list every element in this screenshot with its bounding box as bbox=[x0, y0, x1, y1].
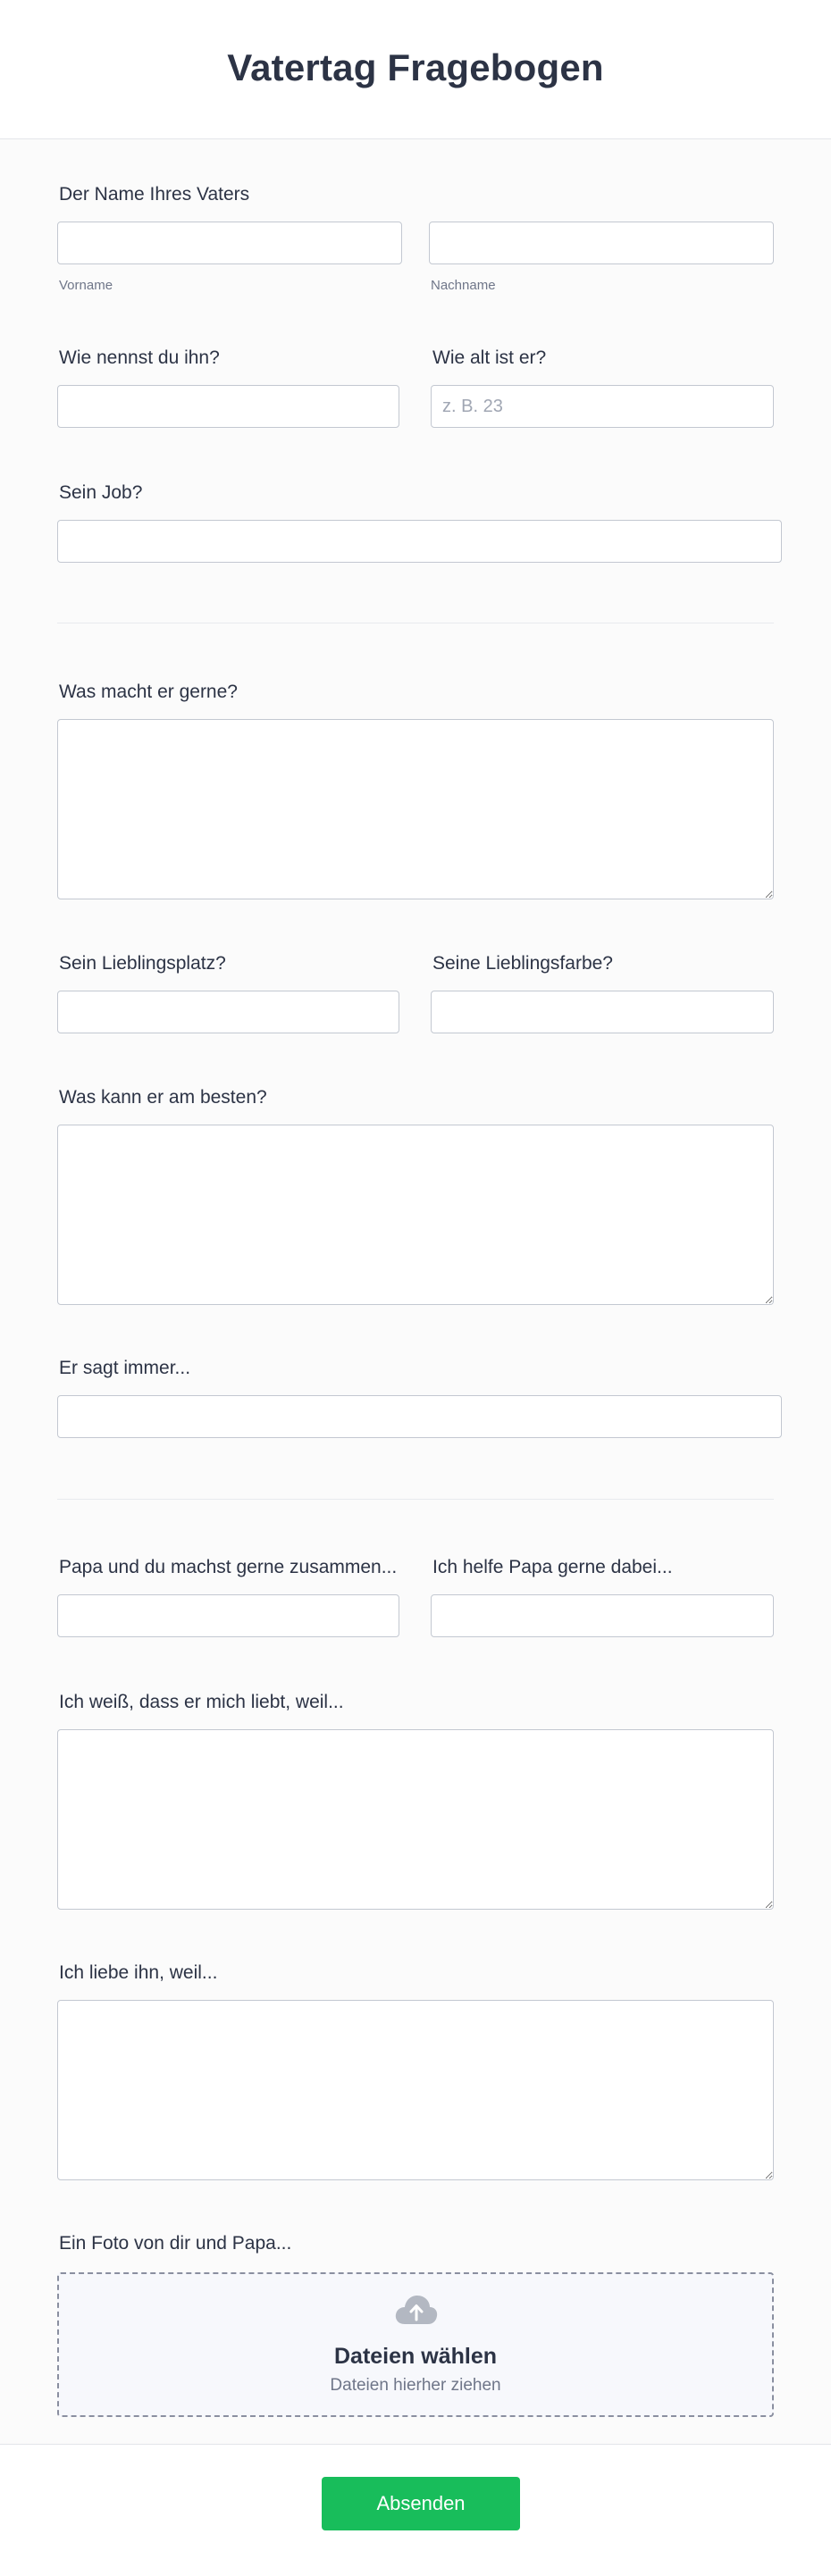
submit-button[interactable]: Absenden bbox=[322, 2477, 520, 2530]
file-upload-dropzone[interactable] bbox=[57, 2272, 774, 2417]
loves-me-label: Ich weiß, dass er mich liebt, weil... bbox=[59, 1692, 344, 1712]
favorite-place-label: Sein Lieblingsplatz? bbox=[59, 953, 226, 974]
job-label: Sein Job? bbox=[59, 482, 143, 503]
favorite-place-input[interactable] bbox=[57, 991, 399, 1033]
help-with-input[interactable] bbox=[431, 1594, 774, 1637]
together-input[interactable] bbox=[57, 1594, 399, 1637]
favorite-color-input[interactable] bbox=[431, 991, 774, 1033]
form-title: Vatertag Fragebogen bbox=[227, 46, 604, 88]
age-input[interactable] bbox=[431, 385, 774, 428]
loves-me-textarea[interactable] bbox=[57, 1729, 774, 1910]
nickname-input[interactable] bbox=[57, 385, 399, 428]
drag-files-hint: Dateien hierher ziehen bbox=[330, 2376, 501, 2395]
choose-files-button[interactable]: Dateien wählen bbox=[334, 2344, 497, 2369]
form-header bbox=[0, 0, 831, 139]
first-name-input[interactable] bbox=[57, 222, 402, 264]
job-input[interactable] bbox=[57, 520, 782, 563]
best-at-label: Was kann er am besten? bbox=[59, 1087, 267, 1108]
hobbies-label: Was macht er gerne? bbox=[59, 682, 238, 702]
last-name-input[interactable] bbox=[429, 222, 774, 264]
love-him-label: Ich liebe ihn, weil... bbox=[59, 1962, 218, 1983]
first-name-sublabel: Vorname bbox=[59, 278, 113, 293]
cloud-upload-icon bbox=[394, 2294, 439, 2326]
always-says-label: Er sagt immer... bbox=[59, 1358, 191, 1378]
favorite-color-label: Seine Lieblingsfarbe? bbox=[432, 953, 613, 974]
help-with-label: Ich helfe Papa gerne dabei... bbox=[432, 1557, 673, 1577]
together-label: Papa und du machst gerne zusammen... bbox=[59, 1557, 398, 1577]
best-at-textarea[interactable] bbox=[57, 1125, 774, 1305]
nickname-label: Wie nennst du ihn? bbox=[59, 347, 220, 368]
photo-label: Ein Foto von dir und Papa... bbox=[59, 2233, 292, 2254]
hobbies-textarea[interactable] bbox=[57, 719, 774, 899]
love-him-textarea[interactable] bbox=[57, 2000, 774, 2180]
age-label: Wie alt ist er? bbox=[432, 347, 547, 368]
form-footer bbox=[0, 2444, 831, 2576]
section-divider bbox=[57, 1499, 774, 1500]
last-name-sublabel: Nachname bbox=[431, 278, 496, 293]
father-name-label: Der Name Ihres Vaters bbox=[59, 184, 250, 205]
always-says-input[interactable] bbox=[57, 1395, 782, 1438]
